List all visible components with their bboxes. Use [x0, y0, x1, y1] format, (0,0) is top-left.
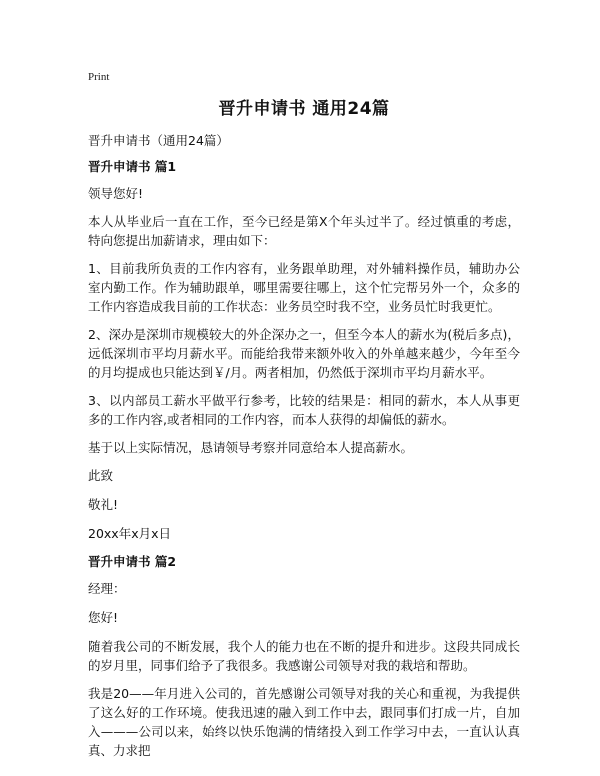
document-subtitle: 晋升申请书（通用24篇）: [88, 133, 229, 148]
paragraph: 1、目前我所负责的工作内容有，业务跟单助理，对外辅料操作员，辅助办公室内勤工作。作为辅助跟单，哪里需要往哪上，这个忙完帮另外一个，众多的工作内容造成我目前的工作状态：业务员空时我不空，业务员忙时我更忙。: [88, 261, 520, 314]
page-title: 晋升申请书 通用24篇: [218, 99, 390, 119]
date-line: 20xx年x月x日: [88, 526, 171, 541]
closing-line: 此致: [88, 468, 114, 483]
closing-line: 敬礼!: [88, 497, 119, 512]
document-page: [88, 70, 520, 769]
section-title: 晋升申请书 篇2: [88, 554, 177, 569]
section-title: 晋升申请书 篇1: [88, 159, 177, 174]
greeting: 您好!: [88, 610, 119, 625]
section-2: [88, 553, 520, 760]
paragraph: 我是20——年月进入公司的，首先感谢公司领导对我的关心和重视，为我提供了这么好的工作环境。使我迅速的融入到工作中去，跟同事们打成一片，自加入———公司以来，始终以快乐饱满的情绪投入到工作学习中去，一直认认真真、力求把: [88, 686, 520, 758]
paragraph: 2、深办是深圳市规模较大的外企深办之一，但至今本人的薪水为(税后多点)，远低深圳市平均月薪水平。而能给我带来额外收入的外单越来越少，今年至今的月均提成也只能达到￥/月。两者相加，仍然低于深圳市平均月薪水平。: [88, 327, 520, 380]
salutation: 领导您好!: [88, 186, 144, 201]
paragraph: 3、以内部员工薪水平做平行参考，比较的结果是：相同的薪水，本人从事更多的工作内容,或者相同的工作内容，而本人获得的却偏低的薪水。: [88, 393, 520, 427]
salutation: 经理：: [88, 581, 126, 596]
print-link[interactable]: Print: [88, 71, 110, 83]
paragraph: 基于以上实际情况，恳请领导考察并同意给本人提高薪水。: [88, 440, 414, 455]
section-1: [88, 158, 520, 543]
paragraph: 本人从毕业后一直在工作，至今已经是第X个年头过半了。经过慎重的考虑，特向您提出加薪请求，理由如下：: [88, 214, 520, 248]
paragraph: 随着我公司的不断发展，我个人的能力也在不断的提升和进步。这段共同成长的岁月里，同事们给予了我很多。我感谢公司领导对我的栽培和帮助。: [88, 639, 520, 673]
